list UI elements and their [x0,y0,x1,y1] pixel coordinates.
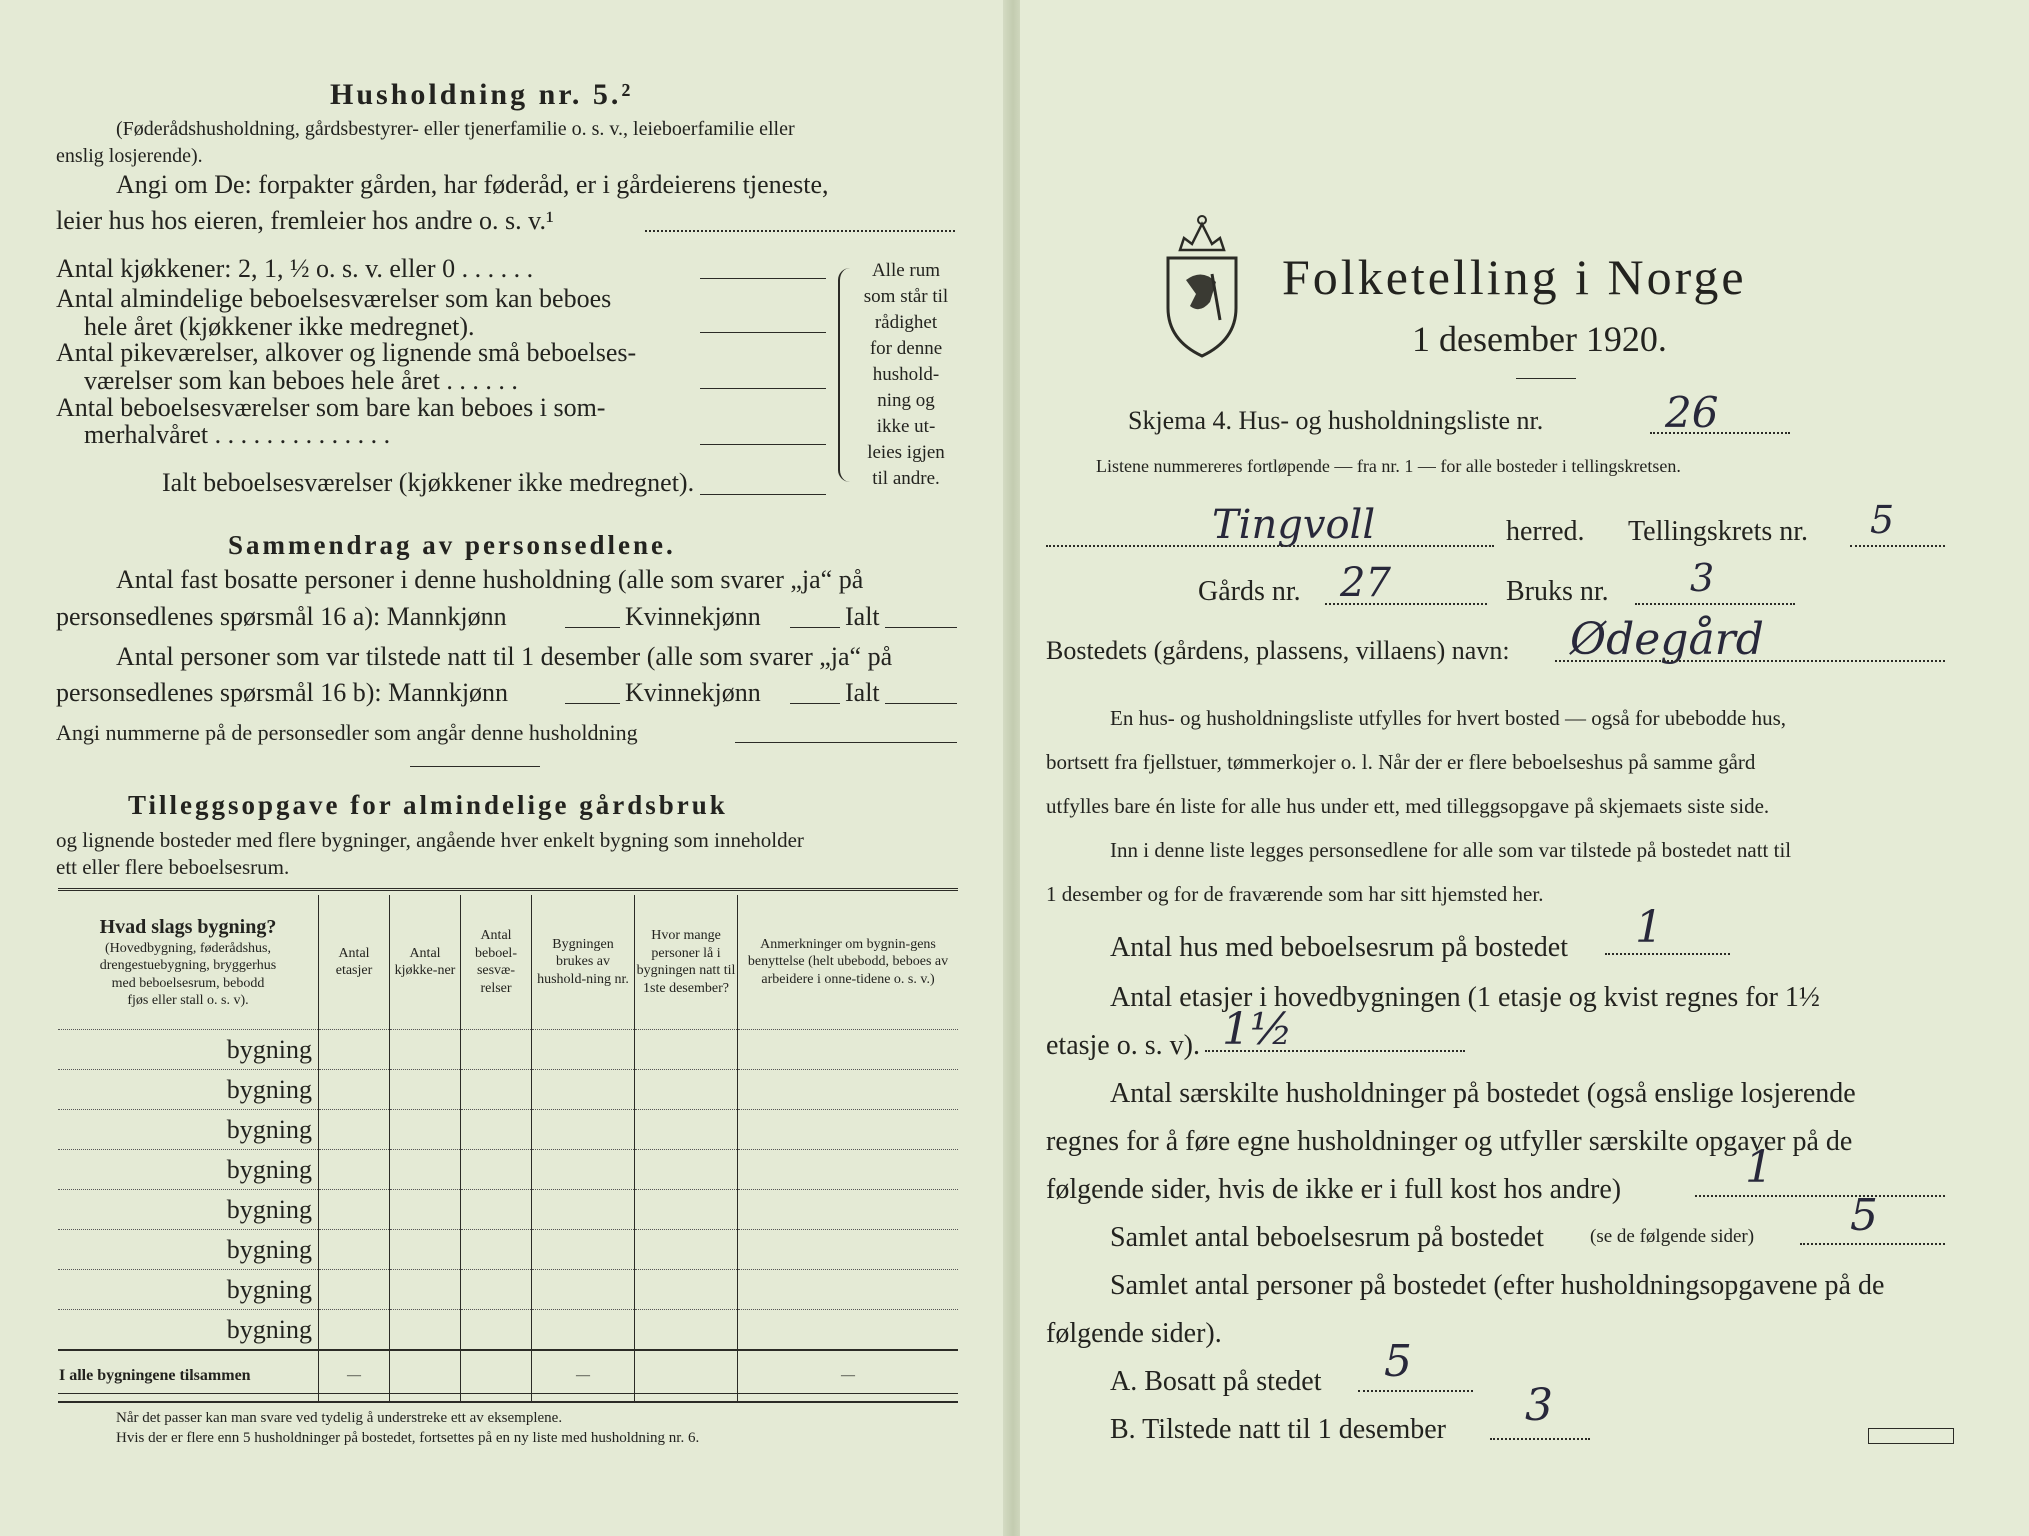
angi-line-1: Angi om De: forpakter gården, har føderåd, er i gårdeierens tjeneste, [116,170,829,199]
ialt-rooms: Ialt beboelsesværelser (kjøkkener ikke medregnet). [162,468,695,497]
husholdninger-label-3: følgende sider, hvis de ikke er i full kost hos andre) [1046,1174,1622,1205]
side-note-line: rådighet [874,312,938,333]
gards-label: Gårds nr. [1198,576,1301,607]
angi-line-2: leier hus hos eieren, fremleier hos andre o. s. v.¹ [56,206,554,235]
mann-16a-line [565,627,620,628]
sammendrag-line-1: Antal fast bosatte personer i denne husholdning (alle som svarer „ja“ på [116,565,864,594]
rooms-brace [838,268,850,482]
header-husholdning-nr: Bygningen brukes av hushold-ning nr. [532,895,635,1030]
kvinne-16b-line [790,703,840,704]
table-row [58,1070,958,1110]
rum-value: 5 [1850,1190,1878,1241]
header-anmerkninger: Anmerkninger om bygnin-gens benyttelse (helt ubebodd, beboes av arbeidere i onne-tidene o. s. v.) [738,895,959,1030]
tilstede-label: B. Tilstede natt til 1 desember [1110,1414,1446,1445]
census-date: 1 desember 1920. [1412,319,1667,359]
tillegg-text-1: og lignende bosteder med flere bygninger, angående hver enkelt bygning som inneholder [56,828,804,852]
bruks-value: 3 [1690,556,1715,600]
header-building-type: Hvad slags bygning? (Hovedbygning, føderådshus, drengestuebygning, bryggerhus med beboelsesrum, bebodd fjøs eller stall o. s. v). [99,915,277,1008]
gards-line [1325,603,1487,605]
angi-answer-line [645,230,955,232]
sammendrag-line-2: personsedlenes spørsmål 16 a): Mannkjønn [56,602,507,631]
herred-label: herred. [1506,516,1585,547]
side-note-line: Alle rum [871,260,941,281]
rooms-small-1: Antal pikeværelser, alkover og lignende små beboelses- [56,338,637,367]
ordinary-answer-line [700,332,826,333]
rooms-ordinary-2: hele året (kjøkkener ikke medregnet). [84,312,475,341]
info-line-3: utfylles bare én liste for alle hus under ett, med tilleggsopgave på skjemaets siste side. [1046,794,1770,818]
sammendrag-title: Sammendrag av personsedlene. [228,530,676,560]
side-note [852,258,960,492]
building-table [58,895,958,1403]
row-label: bygning [58,1310,319,1351]
listene-note: Listene nummereres fortløpende — fra nr. 1 — for alle bosteder i tellingskretsen. [1096,456,1681,476]
nummerne-answer-line [735,742,957,743]
sammendrag-line-4: personsedlenes spørsmål 16 b): Mannkjønn [56,678,509,707]
rum-note: (se de følgende sider) [1590,1226,1755,1247]
side-note-line: ning og [877,390,935,411]
tellingskrets-value: 5 [1870,498,1895,542]
antal-hus-line [1605,953,1730,955]
personer-label-2: følgende sider). [1046,1318,1222,1349]
intro-line-2: enslig losjerende). [56,145,203,167]
bosatt-label: A. Bosatt på stedet [1110,1366,1322,1397]
side-note-line: hushold- [872,364,940,385]
printer-stamp [1868,1428,1954,1444]
sammendrag-ialt-1: Ialt [845,602,880,631]
total-label: I alle bygningene tilsammen [58,1350,319,1402]
bosted-value: Ødegård [1570,614,1764,665]
kitchens-answer-line [700,278,826,279]
rooms-summer-1: Antal beboelsesværelser som bare kan beboes i som- [56,393,606,422]
rum-label: Samlet antal beboelsesrum på bostedet [1110,1222,1544,1253]
household-title: Husholdning nr. 5.² [330,78,634,111]
title-divider [1516,378,1576,379]
header-personer: Hvor mange personer lå i bygningen natt til 1ste desember? [635,895,738,1030]
row-label: bygning [58,1230,319,1270]
etasjer-line [1205,1050,1465,1052]
bruks-line [1635,603,1795,605]
antal-hus-label: Antal hus med beboelsesrum på bostedet [1110,932,1569,963]
rooms-ordinary-1: Antal almindelige beboelsesværelser som kan beboes [56,284,612,313]
side-note-line: som står til [863,286,949,307]
husholdninger-label-1: Antal særskilte husholdninger på bostedet (også enslige losjerende [1110,1078,1856,1109]
etasjer-value: 1½ [1222,1004,1293,1055]
header-beboelsesvaerelser: Antal beboel-sesvæ-relser [461,895,532,1030]
info-line-1: En hus- og husholdningsliste utfylles for hvert bosted — også for ubebodde hus, [1110,706,1786,730]
etasjer-label-2: etasje o. s. v). [1046,1030,1200,1061]
kvinne-16a-line [790,627,840,628]
bosted-label: Bostedets (gårdens, plassens, villaens) navn: [1046,636,1510,665]
table-top-rule [58,888,958,891]
header-etasjer: Antal etasjer [319,895,390,1030]
rooms-small-2: værelser som kan beboes hele året . . . . . . [84,366,518,395]
tillegg-text-2: ett eller flere beboelsesrum. [56,855,290,879]
side-note-line: leies igjen [867,442,945,463]
info-line-2: bortsett fra fjellstuer, tømmerkojer o. l. Når der er flere beboelseshus på samme gård [1046,750,1756,774]
table-row [58,1150,958,1190]
rooms-summer-2: merhalvåret . . . . . . . . . . . . . . [84,420,391,449]
row-label: bygning [58,1190,319,1230]
tellingskrets-line [1850,545,1945,547]
rum-line [1800,1243,1945,1245]
summer-answer-line [700,444,826,445]
header-kjokkener: Antal kjøkke-ner [390,895,461,1030]
census-title: Folketelling i Norge [1282,249,1747,305]
bruks-label: Bruks nr. [1506,576,1609,607]
tilstede-line [1490,1438,1590,1440]
row-label: bygning [58,1150,319,1190]
table-row [58,1110,958,1150]
sammendrag-ialt-2: Ialt [845,678,880,707]
footnote-1: Når det passer kan man svare ved tydelig å understreke ett av eksemplene. [116,1410,563,1426]
table-row [58,1230,958,1270]
mann-16b-line [565,703,620,704]
herred-line [1046,545,1494,547]
tilstede-value: 3 [1525,1380,1553,1431]
etasjer-label-1: Antal etasjer i hovedbygningen (1 etasje og kvist regnes for 1½ [1110,982,1820,1013]
table-row [58,1190,958,1230]
table-row [58,1310,958,1351]
rooms-kitchens: Antal kjøkkener: 2, 1, ½ o. s. v. eller 0 . . . . . . [56,254,534,283]
herred-value: Tingvoll [1212,502,1376,548]
small-answer-line [700,388,826,389]
sammendrag-line-3: Antal personer som var tilstede natt til 1 desember (alle som svarer „ja“ på [116,642,893,671]
coat-of-arms-icon [1160,210,1244,360]
table-row [58,1030,958,1070]
info-line-4: Inn i denne liste legges personsedlene for alle som var tilstede på bostedet natt til [1110,838,1792,862]
side-note-line: ikke ut- [876,416,936,437]
table-total-row [58,1350,958,1402]
row-label: bygning [58,1070,319,1110]
row-label: bygning [58,1110,319,1150]
antal-hus-value: 1 [1635,902,1663,953]
info-line-5: 1 desember og for de fraværende som har sitt hjemsted her. [1046,882,1544,906]
bosted-line [1555,660,1945,662]
side-note-line: til andre. [872,468,940,489]
intro-line-1: (Føderådshusholdning, gårdsbestyrer- eller tjenerfamilie o. s. v., leieboerfamilie eller [116,118,795,140]
row-label: bygning [58,1270,319,1310]
personer-label-1: Samlet antal personer på bostedet (efter husholdningsopgavene på de [1110,1270,1885,1301]
section-divider [410,766,540,767]
husholdninger-line [1695,1195,1945,1197]
total-dash: — [319,1350,390,1402]
tillegg-title: Tilleggsopgave for almindelige gårdsbruk [128,790,728,820]
bosatt-value: 5 [1384,1336,1412,1387]
bosatt-line [1358,1390,1473,1392]
husholdninger-value: 1 [1745,1142,1773,1193]
table-row [58,1270,958,1310]
skjema-label: Skjema 4. Hus- og husholdningsliste nr. [1128,406,1544,435]
total-dash: — [738,1350,959,1402]
angi-nummerne: Angi nummerne på de personsedler som angår denne husholdning [56,720,638,745]
footnote-2: Hvis der er flere enn 5 husholdninger på bostedet, fortsettes på en ny liste med husholdning nr. 6. [116,1430,700,1446]
sammendrag-kvinne-2: Kvinnekjønn [625,678,761,707]
total-dash: — [532,1350,635,1402]
skjema-number-line [1650,432,1790,434]
ialt-16a-line [885,627,957,628]
row-label: bygning [58,1030,319,1070]
sammendrag-kvinne-1: Kvinnekjønn [625,602,761,631]
gards-value: 27 [1340,560,1391,606]
skjema-number-value: 26 [1665,388,1719,437]
table-bottom-rule [58,1393,958,1394]
husholdninger-label-2: regnes for å føre egne husholdninger og utfyller særskilte opgaver på de [1046,1126,1853,1157]
tellingskrets-label: Tellingskrets nr. [1628,516,1809,547]
side-note-line: for denne [869,338,943,359]
ialt-rooms-answer-line [700,494,826,495]
ialt-16b-line [885,703,957,704]
